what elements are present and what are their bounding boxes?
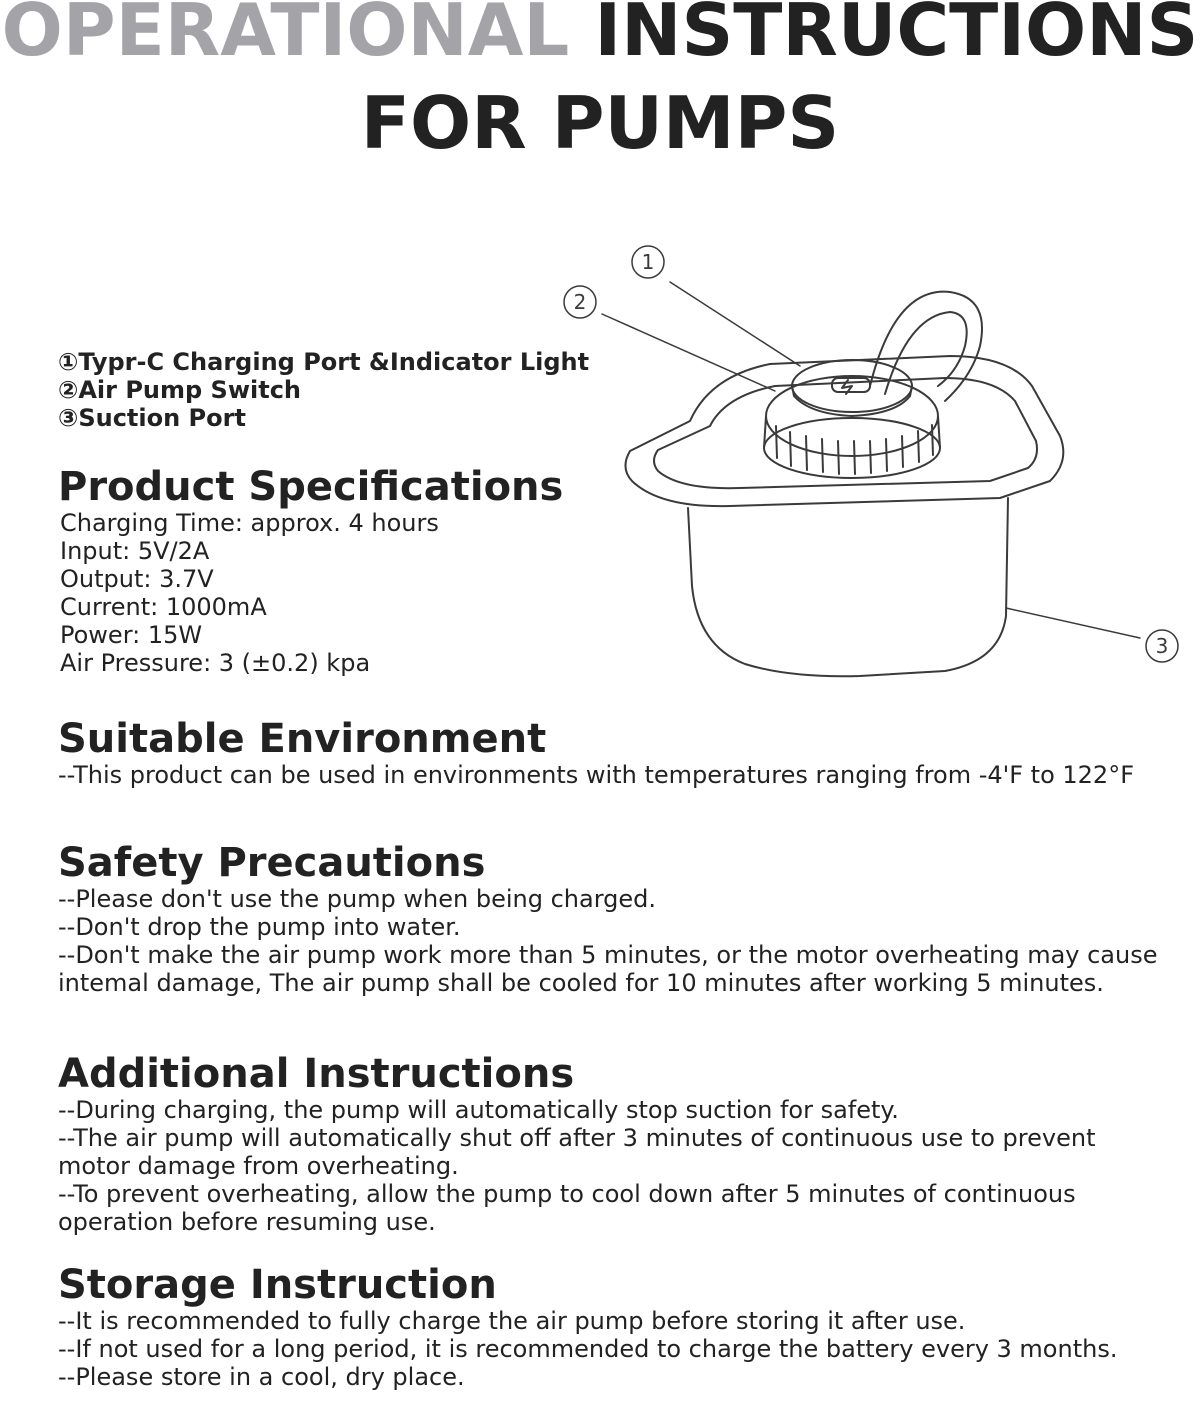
storage-line: --If not used for a long period, it is recommended to charge the battery every 3 months. [58,1335,1118,1363]
section-heading: Product Specifications [58,464,564,510]
environment-line: --This product can be used in environments with temperatures ranging from -4'F to 122°F [58,761,1135,789]
safety-line: --Don't make the air pump work more than 5 minutes, or the motor overheating may cause intemal damage, The air pump shall be cooled for 10 minutes after working 5 minutes. [58,941,1158,997]
storage-instruction-section [58,1263,1158,1391]
additional-list [58,1096,1158,1236]
spec-line: Charging Time: approx. 4 hours [60,509,439,537]
component-legend [58,348,589,432]
storage-line: --Please store in a cool, dry place. [58,1363,465,1391]
title-word-operational: OPERATIONAL [1,0,570,72]
title-word-instructions: INSTRUCTIONS [594,0,1199,72]
section-heading: Safety Precautions [58,840,486,886]
additional-instructions-section [58,1052,1158,1236]
spec-line: Air Pressure: 3 (±0.2) kpa [60,649,371,677]
section-heading: Suitable Environment [58,716,547,762]
additional-line: --The air pump will automatically shut off after 3 minutes of continuous use to prevent motor damage from overheating. [58,1124,1096,1180]
storage-list [58,1307,1158,1391]
spec-line: Power: 15W [60,621,203,649]
legend-item: ②Air Pump Switch [58,376,301,404]
safety-line: --Please don't use the pump when being charged. [58,885,657,913]
callout-2-number: 2 [573,290,587,314]
spec-line: Current: 1000mA [60,593,267,621]
environment-list [58,761,1158,789]
suitable-environment-section [58,717,1158,789]
callout-1-number: 1 [641,250,655,274]
callout-2-line [602,314,775,391]
spec-list [58,509,1158,677]
section-heading: Additional Instructions [58,1051,575,1097]
page-title-line-1 [0,0,1200,72]
storage-line: --It is recommended to fully charge the air pump before storing it after use. [58,1307,966,1335]
page-title-line-2: FOR PUMPS [360,81,840,165]
spec-line: Input: 5V/2A [60,537,210,565]
safety-line: --Don't drop the pump into water. [58,913,461,941]
callout-3-number: 3 [1155,634,1169,658]
section-heading: Storage Instruction [58,1262,497,1308]
additional-line: --To prevent overheating, allow the pump to cool down after 5 minutes of continuous operation before resuming use. [58,1180,1076,1236]
safety-list [58,885,1158,997]
safety-precautions-section [58,841,1158,997]
spec-line: Output: 3.7V [60,565,214,593]
legend-item: ①Typr-C Charging Port &Indicator Light [58,348,590,376]
legend-item: ③Suction Port [58,404,246,432]
product-specifications-section [58,465,1158,677]
additional-line: --During charging, the pump will automatically stop suction for safety. [58,1096,899,1124]
